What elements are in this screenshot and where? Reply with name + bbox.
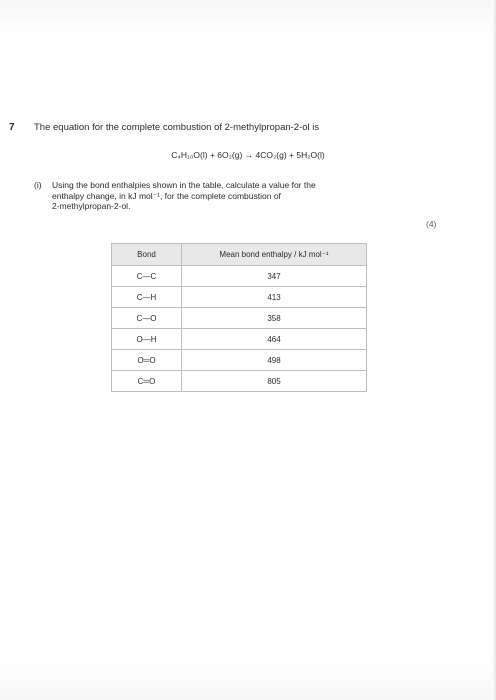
bond-cell: C—O <box>112 308 182 329</box>
part-line: enthalpy change, in kJ mol⁻¹, for the complete combustion of <box>52 190 281 201</box>
table-row <box>112 350 367 371</box>
part-line: Using the bond enthalpies shown in the table, calculate a value for the <box>52 180 316 190</box>
page-edge-shadow <box>492 0 496 700</box>
enthalpy-cell: 413 <box>182 287 367 308</box>
bond-cell: O—H <box>112 329 182 350</box>
table-row <box>112 287 367 308</box>
column-header-bond: Bond <box>112 244 182 266</box>
bond-cell: C—C <box>112 266 182 287</box>
question-number: 7 <box>9 122 15 133</box>
column-header-enthalpy: Mean bond enthalpy / kJ mol⁻¹ <box>182 244 367 266</box>
table-header-row <box>112 244 367 266</box>
enthalpy-cell: 498 <box>182 350 367 371</box>
bond-cell: O═O <box>112 350 182 371</box>
bond-cell: C═O <box>112 371 182 392</box>
table-row <box>112 329 367 350</box>
bond-cell: C—H <box>112 287 182 308</box>
enthalpy-cell: 358 <box>182 308 367 329</box>
question-text: The equation for the complete combustion of 2-methylpropan-2-ol is <box>34 122 320 133</box>
table-row <box>112 266 367 287</box>
part-instructions <box>52 180 392 212</box>
table-row <box>112 371 367 392</box>
bond-enthalpy-table <box>111 243 367 392</box>
part-line: 2-methylpropan-2-ol. <box>52 201 131 211</box>
combustion-equation: C₄H₁₀O(l) + 6O₂(g) → 4CO₂(g) + 5H₂O(l) <box>171 150 325 160</box>
part-label: (i) <box>34 180 42 190</box>
enthalpy-cell: 805 <box>182 371 367 392</box>
enthalpy-cell: 464 <box>182 329 367 350</box>
table-row <box>112 308 367 329</box>
marks-indicator: (4) <box>426 219 437 229</box>
enthalpy-cell: 347 <box>182 266 367 287</box>
